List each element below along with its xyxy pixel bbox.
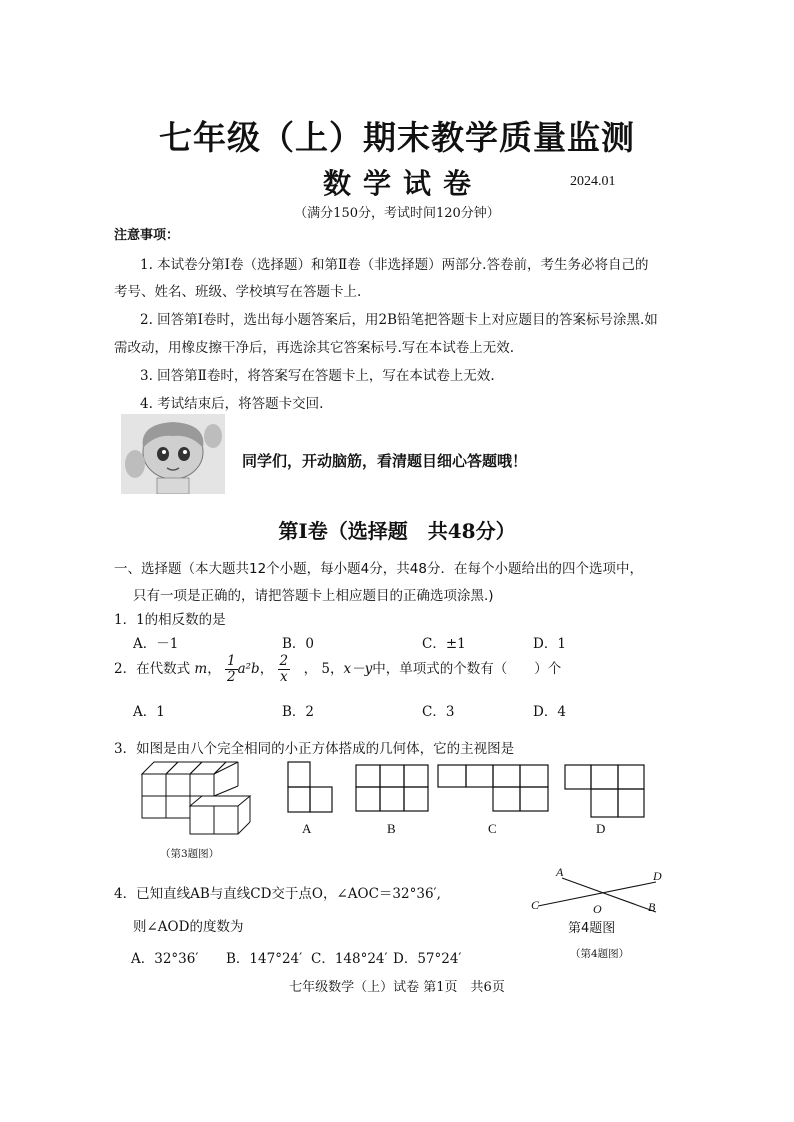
q4-figure-title: 第4题图 xyxy=(568,921,616,936)
q2-term-m: m xyxy=(194,661,208,677)
q3-cube-figure xyxy=(134,756,254,840)
exam-date: 2024.01 xyxy=(570,174,616,189)
question-4-stem-line-2: 则∠AOD的度数为 xyxy=(133,919,244,935)
q4-option-d: D．57°24′ xyxy=(393,951,462,967)
q3-option-b-figure xyxy=(355,764,429,814)
q2-frac2-den: x xyxy=(279,669,288,685)
q3-caption: （第3题图） xyxy=(160,848,220,860)
q3-option-d-figure xyxy=(564,764,646,820)
q1-option-c: C．±1 xyxy=(422,636,466,652)
question-2-stem: 2．在代数式 m， $\frac{1}{2}$ a²b， $\frac{2}{x}$ ， 5，x－y中，单项式的个数有（ ）个 xyxy=(114,653,562,685)
question-4-stem-line-1: 4．已知直线AB与直线CD交于点O，∠AOC＝32°36′, xyxy=(114,886,441,902)
notice-item-2-line-1: 2. 回答第Ⅰ卷时，选出每小题答案后，用2B铅笔把答题卡上对应题目的答案标号涂黑.如 xyxy=(140,312,658,328)
full-mark-note: （满分150分，考试时间120分钟） xyxy=(294,206,500,221)
section-intro-line-2: 只有一项是正确的，请把答题卡上相应题目的正确选项涂黑.) xyxy=(133,588,494,604)
q4-option-b: B．147°24′ xyxy=(226,951,303,967)
q2-option-a: A．1 xyxy=(133,704,165,720)
q3-label-c: C xyxy=(488,821,497,836)
notice-item-1-line-1: 1. 本试卷分第Ⅰ卷（选择题）和第Ⅱ卷（非选择题）两部分.答卷前，考生务必将自己的 xyxy=(140,257,649,273)
q2-option-b: B．2 xyxy=(282,704,315,720)
q4-intersecting-lines-figure xyxy=(528,864,668,920)
q4-option-c: C．148°24′ xyxy=(311,951,388,967)
q2-term-x-minus-y: x－y xyxy=(343,661,373,677)
question-3-stem: 3．如图是由八个完全相同的小正方体搭成的几何体，它的主视图是 xyxy=(114,741,515,757)
q2-frac2-num: 2 xyxy=(279,653,289,669)
slogan-text: 同学们，开动脑筋，看清题目细心答题哦！ xyxy=(242,452,528,470)
section-intro-line-1: 一、选择题（本大题共12个小题，每小题4分，共48分．在每个小题给出的四个选项中， xyxy=(114,561,643,577)
page-footer: 七年级数学（上）试卷 第1页 共6页 xyxy=(289,980,505,995)
exam-subtitle: 数学试卷 xyxy=(323,167,484,200)
q1-option-d: D．1 xyxy=(533,636,566,652)
q2-frac1-den: 2 xyxy=(227,669,236,685)
q2-frac1-num: 1 xyxy=(227,653,236,669)
q4-point-b: B xyxy=(648,900,656,914)
q2-fraction-2-over-x xyxy=(278,654,291,685)
section-title: 第Ⅰ卷（选择题 共48分） xyxy=(278,519,516,543)
q1-option-a: A．－1 xyxy=(133,636,179,652)
notice-item-1-line-2: 考号、姓名、班级、学校填写在答题卡上. xyxy=(114,284,362,300)
notice-item-4: 4. 考试结束后，将答题卡交回. xyxy=(140,396,324,412)
q3-option-a-figure xyxy=(287,761,335,813)
q4-point-c: C xyxy=(531,898,540,912)
notice-item-2-line-2: 需改动，用橡皮擦干净后，再选涂其它答案标号.写在本试卷上无效. xyxy=(114,340,515,356)
q2-option-d: D．4 xyxy=(533,704,566,720)
question-1-stem: 1．1的相反数的是 xyxy=(114,612,226,628)
q3-label-b: B xyxy=(387,821,396,836)
q4-point-o: O xyxy=(593,902,602,916)
q2-fraction-half xyxy=(225,654,238,685)
q2-term-five: 5， xyxy=(321,661,344,677)
q4-caption: （第4题图） xyxy=(570,948,630,960)
q3-option-c-figure xyxy=(437,764,551,814)
q2-prefix: 2．在代数式 xyxy=(114,661,191,677)
q4-point-d: D xyxy=(653,869,662,883)
q3-label-a: A xyxy=(302,821,312,836)
q4-option-a: A．32°36′ xyxy=(131,951,199,967)
q3-label-d: D xyxy=(596,821,606,836)
notice-item-3: 3. 回答第Ⅱ卷时，将答案写在答题卡上，写在本试卷上无效. xyxy=(140,368,495,384)
cartoon-girl-image xyxy=(121,414,225,494)
q2-option-c: C．3 xyxy=(422,704,455,720)
q2-suffix: 中，单项式的个数有（ ）个 xyxy=(372,661,562,677)
exam-title: 七年级（上）期末教学质量监测 xyxy=(159,118,635,157)
q2-term-a2b: a²b xyxy=(237,661,260,677)
q1-option-b: B．0 xyxy=(282,636,315,652)
q4-point-a: A xyxy=(556,865,564,879)
notice-heading: 注意事项： xyxy=(114,228,180,243)
